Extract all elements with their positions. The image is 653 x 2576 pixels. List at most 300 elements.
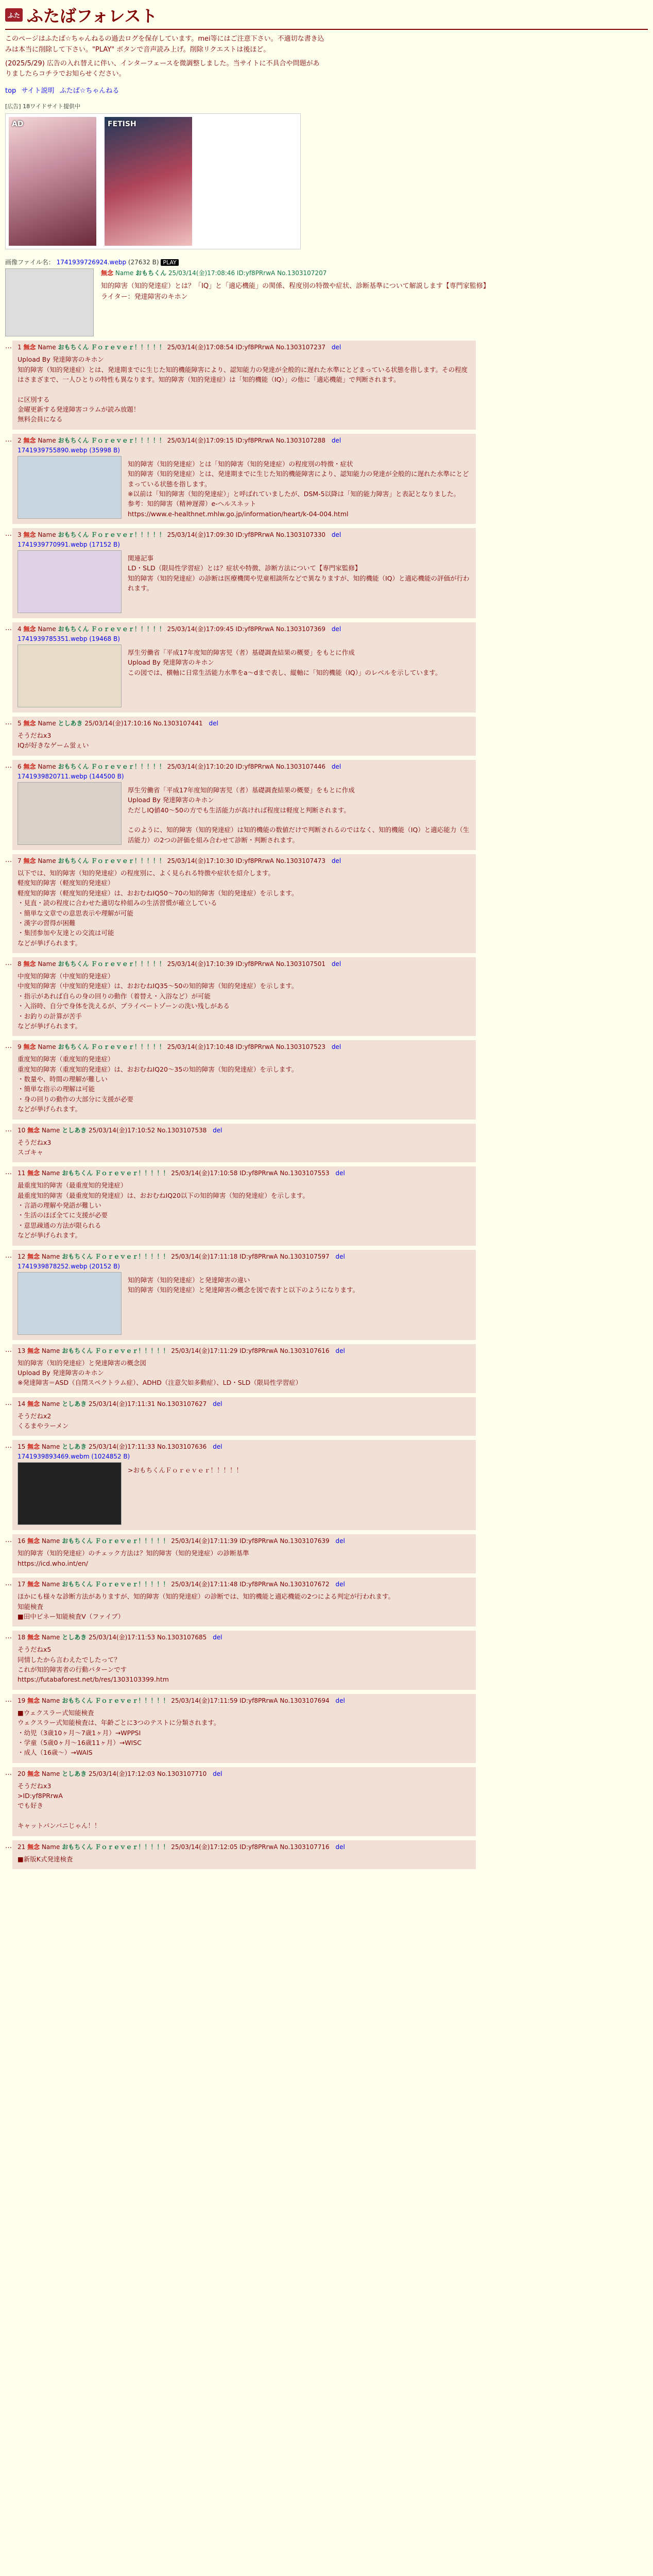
- reply-file-link[interactable]: 1741939878252.webp (20152 B): [18, 1262, 120, 1270]
- ad-image-1[interactable]: [9, 117, 96, 246]
- reply-date: 25/03/14(金)17:11:33: [89, 1443, 156, 1451]
- reply-date: 25/03/14(金)17:11:53: [89, 1634, 156, 1641]
- reply-box: [12, 622, 476, 713]
- reply-header: [18, 1042, 471, 1051]
- reply-box: [12, 1124, 476, 1163]
- reply-header: [18, 1126, 471, 1134]
- reply-id: ID:yf8PRrwA: [239, 1581, 278, 1588]
- reply-id: ID:yf8PRrwA: [239, 1347, 278, 1354]
- reply-post: [5, 1344, 648, 1393]
- reply-name-label: Name: [41, 1634, 60, 1641]
- op-body: [5, 268, 648, 336]
- reply-text: そうだねx5 同情したから言わえたでしたって？ これが知的障害者の行動パターンです https://futabaforest.net/b/res/1303103399.htm: [18, 1646, 169, 1684]
- reply-marker: …: [5, 1769, 12, 1777]
- reply-marker: …: [5, 1842, 12, 1850]
- reply-thumbnail[interactable]: [18, 550, 122, 613]
- reply-id: ID:yf8PRrwA: [235, 857, 274, 865]
- reply-name-label: Name: [38, 762, 56, 770]
- delete-link[interactable]: del: [331, 1043, 341, 1051]
- reply-number[interactable]: No.1303107501: [276, 960, 325, 968]
- reply-date: 25/03/14(金)17:11:31: [89, 1400, 156, 1408]
- reply-text: ■ウェクスラー式知能検査 ウェクスラー式知能検査は、年齢ごとに3つのテストに分類されます。 ・幼児（3歳10ヶ月〜7歳1ヶ月）→WPPSI ・学童（5歳0ヶ月〜16歳11ヶ月）→WISC ・成人（16歳〜）→WAIS: [18, 1708, 220, 1757]
- reply-file-link[interactable]: 1741939820711.webp (144500 B): [18, 772, 124, 780]
- reply-date: 25/03/14(金)17:08:54: [167, 344, 234, 351]
- delete-link[interactable]: del: [335, 1581, 345, 1588]
- reply-date: 25/03/14(金)17:10:52: [89, 1126, 156, 1134]
- reply-name: としあき: [62, 1126, 87, 1134]
- reply-thumbnail[interactable]: [18, 645, 122, 707]
- reply-date: 25/03/14(金)17:11:18: [171, 1252, 238, 1260]
- reply-subject: 無念: [23, 436, 36, 444]
- intro-paragraph-2: (2025/5/29) 広告の入れ替えに伴い、インターフェースを微調整しました。当サイトに不具合や問題がありましたらコチラでお知らせください。: [5, 59, 320, 78]
- delete-link[interactable]: del: [331, 344, 341, 351]
- reply-box: [12, 1534, 476, 1573]
- reply-number[interactable]: No.1303107553: [280, 1170, 330, 1177]
- reply-file-info: [18, 635, 471, 642]
- op-file-link[interactable]: 1741939726924.webp: [56, 259, 127, 266]
- reply-header: [18, 1252, 471, 1261]
- reply-name-label: Name: [41, 1770, 60, 1777]
- reply-date: 25/03/14(金)17:10:48: [167, 1043, 234, 1051]
- reply-index: 17: [18, 1581, 26, 1588]
- reply-media-row: [18, 1272, 471, 1335]
- reply-name-label: Name: [38, 531, 56, 539]
- delete-link[interactable]: del: [331, 436, 341, 444]
- reply-name-label: Name: [41, 1697, 60, 1704]
- reply-header: [18, 762, 471, 771]
- op-file-label: 画像ファイル名：: [5, 259, 55, 266]
- reply-post: [5, 854, 648, 953]
- reply-subject: 無念: [23, 1043, 36, 1051]
- nav-link-about[interactable]: サイト説明: [21, 87, 55, 95]
- reply-index: 10: [18, 1126, 26, 1134]
- op-number[interactable]: No.1303107207: [277, 269, 327, 277]
- delete-link[interactable]: del: [213, 1126, 222, 1134]
- reply-text: 知的障害（知的発達症）のチェック方法は？知的障害（知的発達症）の診断基準 https://icd.who.int/en/: [18, 1549, 249, 1567]
- reply-date: 25/03/14(金)17:11:59: [171, 1697, 238, 1704]
- reply-date: 25/03/14(金)17:10:39: [167, 960, 234, 968]
- reply-index: 13: [18, 1347, 26, 1354]
- reply-marker: …: [5, 1168, 12, 1177]
- reply-index: 1: [18, 344, 22, 351]
- reply-header: [18, 343, 471, 351]
- reply-text: Upload By 発達障害のキホン 知的障害（知的発達症）とは、発達期までに生じた知的機能障害により、認知能力の発達が全般的に遅れた水準にとどまっている状態を指します。その程度はさまざまで、一人ひとりの特性も異なります。知的障害（知的発達症）は「知的機能（IQ）」の他に「適応機能」で判断されます。 に区別する 金曜更新する発達障害コラムが読み放題！ 無料会員になる: [18, 355, 468, 423]
- reply-file-link[interactable]: 1741939785351.webp (19468 B): [18, 635, 120, 643]
- reply-text: そうだねx3 >ID:yf8PRrwA でも好き キャットバンバニじゃん！！: [18, 1782, 101, 1830]
- reply-post: [5, 1534, 648, 1573]
- reply-post: [5, 622, 648, 713]
- reply-id: ID:yf8PRrwA: [235, 344, 274, 351]
- reply-id: ID:yf8PRrwA: [235, 436, 274, 444]
- reply-thumbnail[interactable]: [18, 1462, 122, 1525]
- op-file-size: (27632 B): [128, 259, 159, 266]
- reply-index: 7: [18, 857, 22, 865]
- reply-number[interactable]: No.1303107627: [157, 1400, 207, 1408]
- reply-text: 関連記事 LD・SLD（限局性学習症）とは？症状や特徴、診断方法について【専門家監修】 知的障害（知的発達症）の診断は医療機関や児童相談所などで異なりますが、知的機能（IQ）と適応機能の評価が行われます。: [128, 554, 470, 592]
- reply-marker: …: [5, 1251, 12, 1260]
- reply-post: [5, 1631, 648, 1690]
- reply-subject: 無念: [23, 762, 36, 770]
- delete-link[interactable]: del: [213, 1400, 222, 1408]
- reply-header: [18, 959, 471, 968]
- reply-subject: 無念: [27, 1126, 40, 1134]
- delete-link[interactable]: del: [335, 1697, 345, 1704]
- reply-subject: 無念: [23, 720, 36, 727]
- reply-name: おもちくん Ｆｏｒｅｖｅｒ！！！！！: [62, 1697, 169, 1704]
- intro-paragraph-1: このページはふたば☆ちゃんねるの過去ログを保存しています。mei等にはご注意下さい。不適切な書き込みは本当に削除して下さい。"PLAY" ボタンで音声読み上げ。削除リクエストは後ほど。: [5, 35, 324, 54]
- site-title[interactable]: ふたばフォレスト: [27, 6, 158, 26]
- reply-name: としあき: [62, 1770, 87, 1777]
- reply-name: としあき: [62, 1443, 87, 1451]
- delete-link[interactable]: del: [213, 1770, 222, 1777]
- reply-marker: …: [5, 1346, 12, 1354]
- reply-text: ■新版K式発達検査: [18, 1855, 73, 1863]
- reply-index: 3: [18, 531, 22, 539]
- reply-id: ID:yf8PRrwA: [239, 1843, 278, 1851]
- reply-name: おもちくん Ｆｏｒｅｖｅｒ！！！！！: [58, 625, 165, 633]
- reply-subject: 無念: [23, 625, 36, 633]
- reply-box: [12, 1166, 476, 1245]
- reply-post: [5, 1250, 648, 1340]
- reply-marker: …: [5, 530, 12, 538]
- reply-file-info: [18, 541, 471, 548]
- reply-index: 21: [18, 1843, 26, 1851]
- reply-index: 12: [18, 1252, 26, 1260]
- reply-number[interactable]: No.1303107523: [276, 1043, 325, 1051]
- ad-caption-2: FETISH: [108, 120, 136, 129]
- nav-links: [5, 85, 648, 95]
- reply-index: 14: [18, 1400, 26, 1408]
- reply-index: 11: [18, 1170, 26, 1177]
- play-button[interactable]: PLAY: [161, 259, 178, 266]
- reply-post: [5, 1440, 648, 1530]
- reply-number[interactable]: No.1303107616: [280, 1347, 330, 1354]
- reply-subject: 無念: [27, 1170, 40, 1177]
- reply-id: ID:yf8PRrwA: [235, 531, 274, 539]
- reply-subject: 無念: [27, 1400, 40, 1408]
- thread-op: [0, 258, 653, 336]
- reply-media-row: [18, 782, 471, 845]
- reply-index: 5: [18, 720, 22, 727]
- reply-name-label: Name: [41, 1443, 60, 1451]
- reply-post: [5, 957, 648, 1036]
- op-name: おもちくん: [135, 269, 167, 277]
- reply-name-label: Name: [41, 1581, 60, 1588]
- reply-date: 25/03/14(金)17:10:20: [167, 762, 234, 770]
- nav-link-futaba[interactable]: ふたば☆ちゃんねる: [59, 87, 119, 95]
- site-logo[interactable]: ふた: [5, 8, 23, 22]
- page-header: [0, 0, 653, 249]
- reply-box: [12, 341, 476, 430]
- reply-number[interactable]: No.1303107685: [157, 1634, 207, 1641]
- reply-text: 知的障害（知的発達症）とは「知的障害（知的発達症）の程度別の特徴・症状 知的障害（知的発達症）とは、発達期までに生じた知的機能障害により、認知能力の発達が全般的に遅れた水準にとどまっている状態を指します。 ※以前は「知的障害（知的発達症）」と呼ばれていましたが、DSM-5以降は「知的能力障害」と表記となりました。 参考：知的障害（精神遅滞）e-ヘルスネット https://www.e-healthnet.mhlw.go.jp/information/heart/k-04-004.html: [128, 460, 469, 518]
- op-date: 25/03/14(金)17:08:46: [168, 269, 235, 277]
- ad-image-2[interactable]: [105, 117, 192, 246]
- op-thumbnail[interactable]: [5, 268, 94, 336]
- reply-index: 9: [18, 1043, 22, 1051]
- reply-file-link[interactable]: 1741939755890.webp (35998 B): [18, 446, 120, 454]
- reply-text: 厚生労働省「平成17年度知的障害児（者）基礎調査結果の概要」をもとに作成 Upload By 発達障害のキホン ただしIQ値40〜50の方でも生活能力が高ければ程度は軽度と判断されます。 このように、知的障害（知的発達症）は知的機能の数値だけで判断されるのではなく、知的機能（IQ）と適応能力（生活能力）の2つの評価を組み合わせて診断・判断されます。: [128, 786, 470, 844]
- reply-number[interactable]: No.1303107636: [157, 1443, 207, 1451]
- nav-link-top[interactable]: top: [5, 87, 16, 95]
- reply-subject: 無念: [27, 1252, 40, 1260]
- reply-name-label: Name: [38, 344, 56, 351]
- reply-name-label: Name: [41, 1843, 60, 1851]
- reply-box: [12, 1250, 476, 1340]
- reply-text: そうだねx2 くるまやラーメン: [18, 1412, 69, 1430]
- reply-list: [0, 341, 653, 1869]
- reply-name-label: Name: [38, 960, 56, 968]
- reply-text: 以下では、知的障害（知的発達症）の程度別に、よく見られる特徴や症状を紹介します。 軽度知的障害（軽度知的発達症） 軽度知的障害（軽度知的発達症）は、おおむねIQ50〜70の知的障害（知的発達症）を示します。 ・見直・読の程度に合わせた適切な枠組みの生活習慣が確立している ・簡単な文章での意思表示や理解が可能 ・漢字の習得が困難 ・集団参加や友達との交流は可能 などが挙げられます。: [18, 869, 298, 947]
- delete-link[interactable]: del: [335, 1537, 345, 1545]
- reply-header: [18, 719, 471, 727]
- reply-subject: 無念: [27, 1770, 40, 1777]
- reply-name: おもちくん Ｆｏｒｅｖｅｒ！！！！！: [62, 1581, 169, 1588]
- reply-marker: …: [5, 435, 12, 444]
- reply-text: 中度知的障害（中度知的発達症） 中度知的障害（中度知的発達症）は、おおむねIQ35〜50の知的障害（知的発達症）を示します。 ・指示があれば自らの身の回りの動作（着替え・入浴など）が可能 ・入浴時、自分で身体を洗えるが、プライベートゾーンの洗い残しがある ・お釣りの計算が苦手 などが挙げられます。: [18, 972, 298, 1030]
- reply-index: 4: [18, 625, 22, 633]
- op-subject: 無念: [101, 269, 114, 277]
- reply-box: [12, 1397, 476, 1436]
- reply-text: 知的障害（知的発達症）と発達障害の違い 知的障害（知的発達症）と発達障害の概念を図で表すと以下のようになります。: [128, 1276, 359, 1294]
- reply-name-label: Name: [41, 1126, 60, 1134]
- reply-id: ID:yf8PRrwA: [235, 1043, 274, 1051]
- reply-index: 16: [18, 1537, 26, 1545]
- reply-number[interactable]: No.1303107441: [153, 720, 203, 727]
- delete-link[interactable]: del: [213, 1634, 222, 1641]
- reply-name-label: Name: [41, 1347, 60, 1354]
- op-file-info: [5, 258, 648, 266]
- reply-media-row: [18, 456, 471, 519]
- reply-box: [12, 760, 476, 850]
- reply-number[interactable]: No.1303107639: [280, 1537, 330, 1545]
- reply-media-row: [18, 550, 471, 613]
- reply-subject: 無念: [23, 857, 36, 865]
- reply-box: [12, 528, 476, 618]
- reply-marker: …: [5, 856, 12, 865]
- delete-link[interactable]: del: [331, 625, 341, 633]
- reply-post: [5, 1397, 648, 1436]
- reply-box: [12, 717, 476, 756]
- reply-thumbnail[interactable]: [18, 456, 122, 519]
- reply-post: [5, 1166, 648, 1245]
- reply-number[interactable]: No.1303107694: [280, 1697, 330, 1704]
- reply-header: [18, 1168, 471, 1177]
- reply-file-link[interactable]: 1741939770991.webp (17152 B): [18, 541, 120, 549]
- reply-date: 25/03/14(金)17:10:30: [167, 857, 234, 865]
- reply-text: ほかにも様々な診断方法がありますが、知的障害（知的発達症）の診断では、知的機能と適応機能の2つによる判定が行われます。 知能検査 ■田中ビネー知能検査Ⅴ（ファイブ）: [18, 1592, 394, 1620]
- reply-number[interactable]: No.1303107237: [276, 344, 325, 351]
- ad-banner[interactable]: [5, 113, 301, 249]
- reply-name-label: Name: [41, 1252, 60, 1260]
- reply-number[interactable]: No.1303107369: [276, 625, 325, 633]
- reply-subject: 無念: [27, 1347, 40, 1354]
- reply-header: [18, 1842, 471, 1851]
- reply-marker: …: [5, 624, 12, 633]
- reply-box: [12, 1694, 476, 1763]
- reply-box: [12, 1040, 476, 1119]
- reply-text: そうだねx3 スゴキャ: [18, 1138, 51, 1156]
- header-divider: [5, 29, 648, 30]
- reply-name: おもちくん Ｆｏｒｅｖｅｒ！！！！！: [58, 1043, 165, 1051]
- reply-text: 最重度知的障害（最重度知的発達症） 最重度知的障害（最重度知的発達症）は、おおむねIQ20以下の知的障害（知的発達症）を示します。 ・言語の理解や発語が難しい ・生活のほぼ全てに支援が必要 ・意思疎通の方法が限られる などが挙げられます。: [18, 1181, 309, 1240]
- reply-file-info: [18, 1263, 471, 1270]
- reply-header: [18, 1769, 471, 1778]
- delete-link[interactable]: del: [335, 1843, 345, 1851]
- reply-post: [5, 434, 648, 524]
- reply-subject: 無念: [27, 1443, 40, 1451]
- reply-post: [5, 341, 648, 430]
- reply-name: おもちくん Ｆｏｒｅｖｅｒ！！！！！: [58, 960, 165, 968]
- reply-thumbnail[interactable]: [18, 782, 122, 845]
- reply-box: [12, 1344, 476, 1393]
- reply-marker: …: [5, 719, 12, 727]
- reply-name-label: Name: [41, 1537, 60, 1545]
- ad-label: [広告] 18ワイドサイト提供中: [5, 103, 80, 110]
- reply-name: おもちくん Ｆｏｒｅｖｅｒ！！！！！: [58, 857, 165, 865]
- reply-header: [18, 1696, 471, 1705]
- reply-header: [18, 1346, 471, 1355]
- reply-index: 15: [18, 1443, 26, 1451]
- delete-link[interactable]: del: [331, 531, 341, 539]
- reply-id: ID:yf8PRrwA: [239, 1697, 278, 1704]
- reply-post: [5, 1767, 648, 1836]
- reply-marker: …: [5, 1442, 12, 1450]
- reply-marker: …: [5, 959, 12, 968]
- reply-header: [18, 1536, 471, 1545]
- reply-number[interactable]: No.1303107716: [280, 1843, 330, 1851]
- reply-number[interactable]: No.1303107330: [276, 531, 325, 539]
- intro-text: [5, 34, 324, 80]
- reply-post: [5, 1124, 648, 1163]
- reply-index: 20: [18, 1770, 26, 1777]
- reply-header: [18, 624, 471, 633]
- reply-date: 25/03/14(金)17:09:30: [167, 531, 234, 539]
- reply-name-label: Name: [38, 436, 56, 444]
- reply-header: [18, 856, 471, 865]
- reply-date: 25/03/14(金)17:09:15: [167, 436, 234, 444]
- reply-id: ID:yf8PRrwA: [235, 960, 274, 968]
- reply-subject: 無念: [27, 1697, 40, 1704]
- reply-text: 重度知的障害（重度知的発達症） 重度知的障害（重度知的発達症）は、おおむねIQ20〜35の知的障害（知的発達症）を示します。 ・数量や、時間の理解が難しい ・簡単な指示の理解は可能 ・身の回りの動作の大部分に支援が必要 などが挙げられます。: [18, 1055, 298, 1113]
- reply-box: [12, 1767, 476, 1836]
- delete-link[interactable]: del: [331, 762, 341, 770]
- reply-date: 25/03/14(金)17:10:16: [84, 720, 151, 727]
- reply-marker: …: [5, 1536, 12, 1545]
- reply-index: 18: [18, 1634, 26, 1641]
- reply-name-label: Name: [38, 1043, 56, 1051]
- reply-post: [5, 1578, 648, 1626]
- reply-post: [5, 1840, 648, 1869]
- reply-subject: 無念: [27, 1843, 40, 1851]
- reply-header: [18, 530, 471, 539]
- reply-index: 2: [18, 436, 22, 444]
- reply-box: [12, 1631, 476, 1690]
- reply-thumbnail[interactable]: [18, 1272, 122, 1335]
- reply-name-label: Name: [41, 1400, 60, 1408]
- reply-header: [18, 436, 471, 445]
- reply-date: 25/03/14(金)17:12:03: [89, 1770, 156, 1777]
- reply-number[interactable]: No.1303107597: [280, 1252, 330, 1260]
- reply-box: [12, 434, 476, 524]
- reply-file-info: [18, 1453, 471, 1460]
- reply-box: [12, 854, 476, 953]
- reply-index: 6: [18, 762, 22, 770]
- ad-caption-1: AD: [12, 120, 24, 129]
- reply-text: >おもちくんＦｏｒｅｖｅｒ！！！！！: [128, 1466, 243, 1475]
- reply-date: 25/03/14(金)17:09:45: [167, 625, 234, 633]
- delete-link[interactable]: del: [209, 720, 218, 727]
- reply-box: [12, 1840, 476, 1869]
- reply-date: 25/03/14(金)17:11:29: [171, 1347, 238, 1354]
- reply-header: [18, 1633, 471, 1641]
- reply-date: 25/03/14(金)17:10:58: [171, 1170, 238, 1177]
- logo-row: [5, 3, 648, 27]
- reply-subject: 無念: [23, 344, 36, 351]
- op-content: [101, 268, 490, 336]
- reply-marker: …: [5, 1399, 12, 1407]
- reply-marker: …: [5, 343, 12, 351]
- reply-name: おもちくん Ｆｏｒｅｖｅｒ！！！！！: [62, 1843, 169, 1851]
- reply-number[interactable]: No.1303107538: [157, 1126, 207, 1134]
- reply-name-label: Name: [41, 1170, 60, 1177]
- reply-number[interactable]: No.1303107710: [157, 1770, 207, 1777]
- reply-name: としあき: [62, 1634, 87, 1641]
- reply-box: [12, 1578, 476, 1626]
- reply-post: [5, 760, 648, 850]
- reply-header: [18, 1580, 471, 1588]
- reply-id: ID:yf8PRrwA: [239, 1170, 278, 1177]
- reply-id: ID:yf8PRrwA: [235, 625, 274, 633]
- delete-link[interactable]: del: [335, 1252, 345, 1260]
- delete-link[interactable]: del: [213, 1443, 222, 1451]
- delete-link[interactable]: del: [331, 857, 341, 865]
- reply-subject: 無念: [23, 960, 36, 968]
- reply-number[interactable]: No.1303107473: [276, 857, 325, 865]
- reply-name-label: Name: [38, 625, 56, 633]
- delete-link[interactable]: del: [335, 1170, 345, 1177]
- reply-id: ID:yf8PRrwA: [239, 1537, 278, 1545]
- reply-date: 25/03/14(金)17:11:39: [171, 1537, 238, 1545]
- op-id: ID:yf8PRrwA: [236, 269, 276, 277]
- reply-index: 19: [18, 1697, 26, 1704]
- reply-post: [5, 717, 648, 756]
- delete-link[interactable]: del: [335, 1347, 345, 1354]
- reply-subject: 無念: [27, 1537, 40, 1545]
- reply-number[interactable]: No.1303107672: [280, 1581, 330, 1588]
- reply-name: おもちくん Ｆｏｒｅｖｅｒ！！！！！: [62, 1170, 169, 1177]
- reply-name: おもちくん Ｆｏｒｅｖｅｒ！！！！！: [62, 1347, 169, 1354]
- reply-box: [12, 1440, 476, 1530]
- reply-name: おもちくん Ｆｏｒｅｖｅｒ！！！！！: [58, 436, 165, 444]
- reply-number[interactable]: No.1303107446: [276, 762, 325, 770]
- reply-marker: …: [5, 1633, 12, 1641]
- reply-text: 知的障害（知的発達症）と発達障害の概念図 Upload By 発達障害のキホン ※発達障害＝ASD（自閉スペクトラム症）、ADHD（注意欠如多動症）、LD・SLD（限局性学習症）: [18, 1359, 302, 1387]
- op-meta: [101, 268, 490, 277]
- reply-marker: …: [5, 1696, 12, 1704]
- reply-file-link[interactable]: 1741939893469.webm (1024852 B): [18, 1453, 130, 1461]
- delete-link[interactable]: del: [331, 960, 341, 968]
- reply-name-label: Name: [38, 857, 56, 865]
- op-name-label: Name: [115, 269, 134, 277]
- reply-text: そうだねx3 IQが好きなゲーム蛍ぇい: [18, 732, 89, 750]
- reply-header: [18, 1399, 471, 1408]
- reply-name: としあき: [62, 1400, 87, 1408]
- reply-number[interactable]: No.1303107288: [276, 436, 325, 444]
- reply-subject: 無念: [23, 531, 36, 539]
- reply-box: [12, 957, 476, 1036]
- reply-index: 8: [18, 960, 22, 968]
